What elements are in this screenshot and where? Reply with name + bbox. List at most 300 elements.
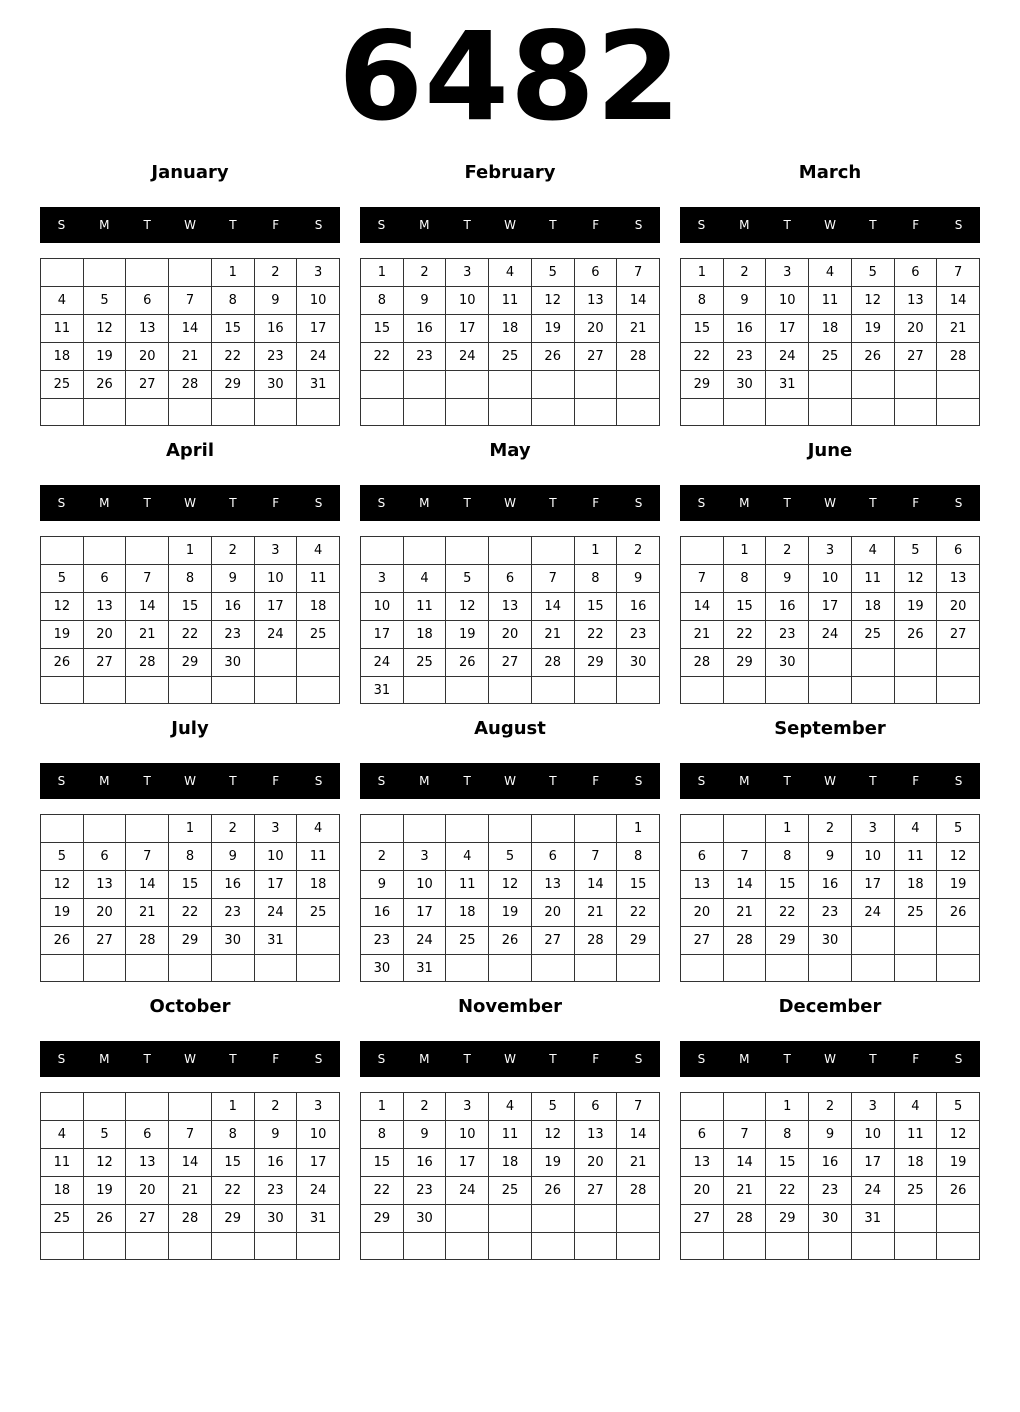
empty-cell (211, 676, 254, 703)
empty-cell (40, 398, 83, 425)
month-name: September (774, 718, 886, 739)
day-cell: 23 (360, 926, 403, 954)
day-cell: 3 (445, 1092, 488, 1120)
day-cell: 14 (168, 1148, 211, 1176)
day-cell: 23 (723, 342, 766, 370)
empty-cell (723, 676, 766, 703)
empty-cell (574, 676, 617, 704)
day-cell: 17 (254, 870, 297, 898)
weekday-header (360, 207, 660, 243)
empty-cell (851, 954, 894, 981)
empty-cell (488, 676, 531, 704)
day-cell: 10 (445, 286, 488, 314)
day-cell: 21 (125, 898, 168, 926)
day-cell: 11 (40, 1148, 83, 1176)
day-cell: 18 (894, 870, 937, 898)
day-cell: 12 (531, 1120, 574, 1148)
day-cell: 15 (616, 870, 659, 898)
weekday-label: S (314, 1052, 323, 1066)
empty-cell (360, 370, 403, 398)
day-cell: 8 (211, 286, 254, 314)
weekday-label: T (463, 1052, 471, 1066)
day-cell: 13 (125, 1148, 168, 1176)
day-cell: 14 (936, 286, 979, 314)
month-name: November (457, 996, 563, 1017)
weekday-label: W (824, 1052, 836, 1066)
empty-cell (574, 1232, 617, 1259)
day-cell: 26 (83, 1204, 126, 1232)
day-cell: 28 (616, 1176, 659, 1204)
day-cell: 21 (168, 1176, 211, 1204)
day-cell: 13 (574, 286, 617, 314)
day-cell: 1 (574, 536, 617, 564)
day-cell: 26 (531, 342, 574, 370)
month-name: December (778, 996, 882, 1017)
day-grid (680, 258, 980, 426)
day-cell: 3 (808, 536, 851, 564)
empty-cell (765, 954, 808, 981)
month-name: January (151, 162, 229, 183)
day-cell: 22 (723, 620, 766, 648)
day-cell: 30 (808, 1204, 851, 1232)
weekday-label: W (504, 774, 516, 788)
day-cell: 13 (680, 870, 723, 898)
day-cell: 20 (83, 898, 126, 926)
day-cell: 21 (616, 1148, 659, 1176)
day-cell: 12 (445, 592, 488, 620)
day-cell: 15 (765, 870, 808, 898)
empty-cell (680, 398, 723, 425)
day-cell: 10 (360, 592, 403, 620)
day-cell: 27 (125, 1204, 168, 1232)
day-cell: 13 (894, 286, 937, 314)
day-cell: 20 (531, 898, 574, 926)
empty-cell (531, 1232, 574, 1259)
day-cell: 2 (403, 1092, 446, 1120)
day-cell: 22 (765, 898, 808, 926)
day-cell: 16 (254, 314, 297, 342)
empty-cell (168, 398, 211, 425)
day-cell: 18 (851, 592, 894, 620)
empty-cell (936, 926, 979, 954)
weekday-header (360, 763, 660, 799)
day-cell: 6 (936, 536, 979, 564)
empty-cell (680, 536, 723, 564)
day-cell: 16 (403, 1148, 446, 1176)
weekday-label: F (592, 1052, 600, 1066)
empty-cell (616, 676, 659, 704)
day-cell: 6 (125, 1120, 168, 1148)
weekday-label: W (824, 218, 836, 232)
day-grid (360, 814, 660, 982)
weekday-label: W (824, 496, 836, 510)
day-cell: 24 (296, 1176, 339, 1204)
empty-cell (531, 814, 574, 842)
day-cell: 30 (211, 648, 254, 676)
empty-cell (403, 814, 446, 842)
weekday-label: S (634, 218, 643, 232)
day-cell: 25 (488, 342, 531, 370)
day-cell: 5 (531, 1092, 574, 1120)
day-cell: 12 (851, 286, 894, 314)
weekday-label: S (697, 218, 706, 232)
weekday-label: F (912, 218, 920, 232)
day-cell: 9 (403, 1120, 446, 1148)
day-cell: 15 (211, 1148, 254, 1176)
day-cell: 10 (808, 564, 851, 592)
empty-cell (445, 1232, 488, 1259)
empty-cell (616, 398, 659, 426)
weekday-label: W (184, 774, 196, 788)
weekday-label: F (592, 218, 600, 232)
empty-cell (40, 258, 83, 286)
day-cell: 12 (40, 592, 83, 620)
day-cell: 3 (403, 842, 446, 870)
day-cell: 7 (168, 1120, 211, 1148)
day-cell: 16 (808, 870, 851, 898)
day-cell: 3 (296, 1092, 339, 1120)
weekday-label: S (634, 496, 643, 510)
day-cell: 22 (360, 342, 403, 370)
month-name: May (489, 440, 531, 461)
empty-cell (936, 1204, 979, 1232)
day-cell: 5 (83, 286, 126, 314)
day-cell: 23 (808, 898, 851, 926)
day-cell: 21 (125, 620, 168, 648)
day-cell: 1 (616, 814, 659, 842)
empty-cell (211, 1232, 254, 1259)
day-cell: 27 (531, 926, 574, 954)
day-cell: 4 (894, 814, 937, 842)
day-cell: 9 (211, 564, 254, 592)
day-cell: 20 (488, 620, 531, 648)
day-cell: 1 (168, 536, 211, 564)
day-cell: 17 (296, 1148, 339, 1176)
empty-cell (765, 1232, 808, 1259)
weekday-header (360, 485, 660, 521)
month-name: August (474, 718, 546, 739)
day-cell: 28 (936, 342, 979, 370)
day-cell: 12 (936, 842, 979, 870)
day-cell: 14 (616, 1120, 659, 1148)
day-cell: 9 (765, 564, 808, 592)
day-cell: 1 (360, 1092, 403, 1120)
empty-cell (168, 258, 211, 286)
empty-cell (894, 370, 937, 398)
empty-cell (125, 536, 168, 564)
weekday-label: M (739, 1052, 750, 1066)
day-cell: 23 (254, 342, 297, 370)
day-cell: 31 (296, 1204, 339, 1232)
empty-cell (488, 398, 531, 426)
day-cell: 26 (851, 342, 894, 370)
day-cell: 25 (445, 926, 488, 954)
weekday-label: T (143, 1052, 151, 1066)
day-cell: 22 (211, 1176, 254, 1204)
day-cell: 29 (765, 1204, 808, 1232)
day-cell: 10 (445, 1120, 488, 1148)
weekday-label: S (697, 774, 706, 788)
empty-cell (574, 1204, 617, 1232)
empty-cell (254, 954, 297, 981)
day-cell: 15 (360, 314, 403, 342)
day-cell: 3 (445, 258, 488, 286)
day-cell: 4 (296, 536, 339, 564)
day-cell: 14 (168, 314, 211, 342)
day-cell: 9 (616, 564, 659, 592)
day-cell: 28 (168, 1204, 211, 1232)
day-cell: 29 (168, 648, 211, 676)
day-cell: 16 (211, 870, 254, 898)
day-cell: 30 (808, 926, 851, 954)
empty-cell (211, 398, 254, 425)
empty-cell (403, 398, 446, 426)
day-cell: 31 (254, 926, 297, 954)
empty-cell (168, 1092, 211, 1120)
day-cell: 6 (574, 1092, 617, 1120)
day-cell: 19 (40, 620, 83, 648)
day-cell: 19 (894, 592, 937, 620)
day-cell: 4 (445, 842, 488, 870)
empty-cell (83, 398, 126, 425)
day-cell: 25 (488, 1176, 531, 1204)
day-cell: 8 (360, 1120, 403, 1148)
day-cell: 6 (531, 842, 574, 870)
day-cell: 21 (168, 342, 211, 370)
day-cell: 1 (680, 258, 723, 286)
day-cell: 2 (403, 258, 446, 286)
day-cell: 1 (168, 814, 211, 842)
empty-cell (445, 370, 488, 398)
day-cell: 25 (894, 898, 937, 926)
empty-cell (488, 536, 531, 564)
day-cell: 30 (765, 648, 808, 676)
day-cell: 7 (168, 286, 211, 314)
day-cell: 24 (445, 342, 488, 370)
day-grid (360, 1092, 660, 1260)
empty-cell (936, 398, 979, 425)
month-name: February (464, 162, 556, 183)
day-cell: 14 (616, 286, 659, 314)
day-cell: 25 (40, 370, 83, 398)
day-cell: 12 (894, 564, 937, 592)
weekday-label: T (869, 218, 877, 232)
day-cell: 5 (531, 258, 574, 286)
day-cell: 6 (894, 258, 937, 286)
month-name: October (149, 996, 231, 1017)
day-cell: 5 (894, 536, 937, 564)
day-cell: 27 (488, 648, 531, 676)
month-name: June (807, 440, 853, 461)
weekday-label: T (463, 218, 471, 232)
day-cell: 26 (40, 926, 83, 954)
empty-cell (531, 536, 574, 564)
day-cell: 9 (403, 286, 446, 314)
empty-cell (851, 926, 894, 954)
day-cell: 10 (851, 842, 894, 870)
month-name: March (798, 162, 862, 183)
empty-cell (574, 398, 617, 426)
day-cell: 28 (125, 926, 168, 954)
empty-cell (680, 814, 723, 842)
empty-cell (445, 1204, 488, 1232)
weekday-label: M (419, 496, 430, 510)
empty-cell (936, 370, 979, 398)
day-cell: 7 (723, 842, 766, 870)
empty-cell (125, 676, 168, 703)
day-cell: 14 (723, 870, 766, 898)
weekday-header (680, 485, 980, 521)
day-cell: 29 (360, 1204, 403, 1232)
empty-cell (936, 954, 979, 981)
weekday-label: T (229, 774, 237, 788)
day-cell: 11 (296, 564, 339, 592)
empty-cell (894, 954, 937, 981)
day-grid (40, 814, 340, 982)
day-cell: 12 (531, 286, 574, 314)
day-cell: 10 (254, 564, 297, 592)
weekday-label: T (869, 496, 877, 510)
empty-cell (40, 814, 83, 842)
day-cell: 29 (574, 648, 617, 676)
day-cell: 16 (616, 592, 659, 620)
empty-cell (403, 676, 446, 704)
weekday-label: M (99, 774, 110, 788)
day-cell: 13 (125, 314, 168, 342)
empty-cell (851, 370, 894, 398)
day-cell: 20 (83, 620, 126, 648)
day-cell: 25 (296, 620, 339, 648)
empty-cell (296, 648, 339, 676)
day-cell: 20 (574, 314, 617, 342)
empty-cell (616, 1232, 659, 1259)
empty-cell (83, 536, 126, 564)
weekday-label: T (869, 774, 877, 788)
empty-cell (445, 814, 488, 842)
day-cell: 4 (296, 814, 339, 842)
empty-cell (125, 954, 168, 981)
day-cell: 14 (125, 592, 168, 620)
day-cell: 9 (211, 842, 254, 870)
weekday-label: F (912, 496, 920, 510)
day-cell: 24 (296, 342, 339, 370)
weekday-header (680, 207, 980, 243)
empty-cell (765, 676, 808, 703)
empty-cell (125, 1232, 168, 1259)
day-cell: 30 (254, 370, 297, 398)
day-cell: 23 (403, 1176, 446, 1204)
day-cell: 2 (254, 258, 297, 286)
weekday-label: S (954, 496, 963, 510)
empty-cell (488, 814, 531, 842)
weekday-label: S (314, 496, 323, 510)
day-grid (360, 258, 660, 426)
day-cell: 7 (680, 564, 723, 592)
day-cell: 8 (765, 1120, 808, 1148)
day-cell: 16 (254, 1148, 297, 1176)
day-cell: 18 (40, 1176, 83, 1204)
day-cell: 19 (83, 342, 126, 370)
day-cell: 10 (254, 842, 297, 870)
day-cell: 2 (723, 258, 766, 286)
day-cell: 10 (403, 870, 446, 898)
day-cell: 14 (680, 592, 723, 620)
day-cell: 13 (680, 1148, 723, 1176)
day-cell: 11 (40, 314, 83, 342)
weekday-label: W (504, 496, 516, 510)
empty-cell (296, 676, 339, 703)
weekday-label: M (419, 218, 430, 232)
day-cell: 29 (211, 1204, 254, 1232)
day-cell: 20 (125, 342, 168, 370)
empty-cell (531, 398, 574, 426)
day-cell: 3 (254, 536, 297, 564)
empty-cell (168, 1232, 211, 1259)
weekday-label: W (504, 218, 516, 232)
day-cell: 14 (531, 592, 574, 620)
day-cell: 19 (40, 898, 83, 926)
empty-cell (445, 676, 488, 704)
month-name: July (171, 718, 209, 739)
day-cell: 5 (488, 842, 531, 870)
day-cell: 21 (723, 1176, 766, 1204)
day-cell: 6 (83, 842, 126, 870)
day-cell: 15 (168, 870, 211, 898)
day-cell: 28 (574, 926, 617, 954)
day-cell: 5 (936, 1092, 979, 1120)
weekday-label: F (912, 774, 920, 788)
day-cell: 4 (488, 1092, 531, 1120)
day-cell: 7 (574, 842, 617, 870)
weekday-label: S (377, 496, 386, 510)
day-cell: 14 (574, 870, 617, 898)
day-cell: 15 (680, 314, 723, 342)
day-cell: 30 (211, 926, 254, 954)
weekday-label: W (184, 1052, 196, 1066)
empty-cell (680, 1232, 723, 1259)
weekday-label: T (463, 774, 471, 788)
day-cell: 22 (360, 1176, 403, 1204)
empty-cell (296, 398, 339, 425)
day-cell: 11 (808, 286, 851, 314)
weekday-label: S (57, 218, 66, 232)
day-cell: 18 (296, 870, 339, 898)
day-cell: 16 (723, 314, 766, 342)
day-cell: 2 (765, 536, 808, 564)
day-cell: 6 (488, 564, 531, 592)
day-cell: 18 (403, 620, 446, 648)
weekday-label: S (57, 1052, 66, 1066)
day-cell: 17 (360, 620, 403, 648)
day-cell: 18 (488, 1148, 531, 1176)
empty-cell (40, 954, 83, 981)
day-cell: 19 (936, 1148, 979, 1176)
day-cell: 15 (360, 1148, 403, 1176)
day-cell: 24 (360, 648, 403, 676)
empty-cell (808, 954, 851, 981)
day-grid (360, 536, 660, 704)
day-cell: 19 (83, 1176, 126, 1204)
empty-cell (808, 676, 851, 703)
day-cell: 13 (574, 1120, 617, 1148)
day-cell: 18 (894, 1148, 937, 1176)
weekday-label: F (272, 774, 280, 788)
day-cell: 28 (168, 370, 211, 398)
day-cell: 13 (83, 592, 126, 620)
empty-cell (723, 1092, 766, 1120)
day-cell: 30 (254, 1204, 297, 1232)
day-cell: 30 (403, 1204, 446, 1232)
